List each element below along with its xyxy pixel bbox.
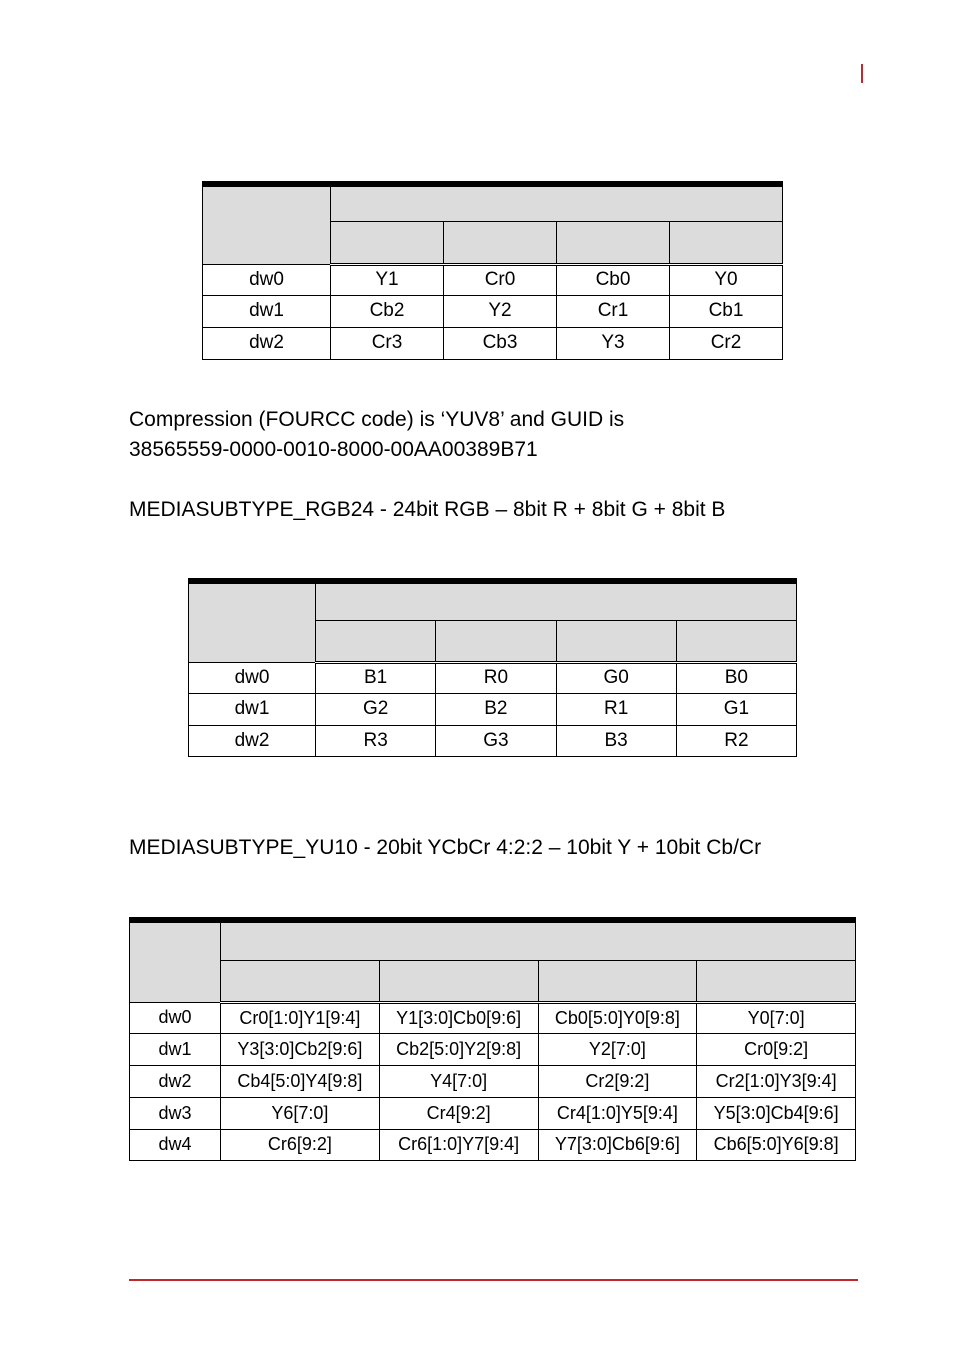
table-row (130, 1065, 856, 1097)
header-cell-byte (670, 221, 783, 264)
dword-label: dw1 (130, 1033, 221, 1065)
table-cell: Cr6[1:0]Y7[9:4] (379, 1129, 538, 1160)
table-cell: G3 (436, 725, 556, 756)
header-cell-byte (697, 960, 856, 1002)
page-header-marker (861, 64, 863, 83)
table-cell: Cr3 (331, 327, 444, 359)
table-cell: G1 (676, 693, 796, 725)
rgb24-layout-table (188, 578, 797, 757)
header-cell-byte (316, 620, 436, 662)
header-cell-byte (221, 960, 380, 1002)
table-cell: G2 (316, 693, 436, 725)
table-cell: B1 (316, 662, 436, 693)
table-cell: Y3[3:0]Cb2[9:6] (221, 1033, 380, 1065)
table-cell: Y6[7:0] (221, 1097, 380, 1129)
table-row (130, 1097, 856, 1129)
header-cell-byte (556, 620, 676, 662)
table-row (203, 295, 783, 327)
header-cell-corner (189, 581, 316, 662)
table-cell: Cr2 (670, 327, 783, 359)
table-cell: Cr6[9:2] (221, 1129, 380, 1160)
table-cell: Y0[7:0] (697, 1002, 856, 1033)
table-cell: B0 (676, 662, 796, 693)
table-row (203, 264, 783, 295)
table-cell: Cr4[9:2] (379, 1097, 538, 1129)
table-cell: Cb0 (557, 264, 670, 295)
table-cell: R0 (436, 662, 556, 693)
table-row (189, 725, 797, 756)
table-cell: Cb2 (331, 295, 444, 327)
rgb24-heading: MEDIASUBTYPE_RGB24 - 24bit RGB – 8bit R + 8bit G + 8bit B (129, 498, 726, 521)
header-cell-corner (203, 184, 331, 264)
table-cell: Cr4[1:0]Y5[9:4] (538, 1097, 697, 1129)
dword-label: dw0 (130, 1002, 221, 1033)
table-cell: Cb3 (444, 327, 557, 359)
table-cell: Cb0[5:0]Y0[9:8] (538, 1002, 697, 1033)
compression-line-1: Compression (FOURCC code) is ‘YUV8’ and GUID is (129, 408, 625, 431)
table-cell: Y5[3:0]Cb4[9:6] (697, 1097, 856, 1129)
table-cell: Y0 (670, 264, 783, 295)
table-cell: Cr0 (444, 264, 557, 295)
header-cell-byte (331, 221, 444, 264)
table-cell: G0 (556, 662, 676, 693)
table-cell: Y2 (444, 295, 557, 327)
dword-label: dw2 (130, 1065, 221, 1097)
table-cell: Cb6[5:0]Y6[9:8] (697, 1129, 856, 1160)
table-cell: Cb1 (670, 295, 783, 327)
table-cell: Cr2[1:0]Y3[9:4] (697, 1065, 856, 1097)
table-cell: Y2[7:0] (538, 1033, 697, 1065)
table-cell: Y4[7:0] (379, 1065, 538, 1097)
yu10-layout-table (129, 917, 856, 1161)
header-cell-corner (130, 920, 221, 1002)
table-cell: B3 (556, 725, 676, 756)
table-cell: Cr2[9:2] (538, 1065, 697, 1097)
dword-label: dw2 (203, 327, 331, 359)
table-row (189, 662, 797, 693)
table-cell: R1 (556, 693, 676, 725)
table-row (189, 693, 797, 725)
dword-label: dw2 (189, 725, 316, 756)
table-row (130, 1002, 856, 1033)
table-row (130, 1033, 856, 1065)
header-cell-byte (444, 221, 557, 264)
table-cell: Y1[3:0]Cb0[9:6] (379, 1002, 538, 1033)
header-cell-byte (538, 960, 697, 1002)
dword-label: dw0 (189, 662, 316, 693)
header-cell-bytes (316, 581, 797, 620)
yuv8-layout-table (202, 181, 783, 360)
header-cell-bytes (221, 920, 856, 960)
yu10-heading: MEDIASUBTYPE_YU10 - 20bit YCbCr 4:2:2 – 10bit Y + 10bit Cb/Cr (129, 836, 762, 859)
dword-label: dw4 (130, 1129, 221, 1160)
footer-rule (129, 1279, 858, 1281)
header-cell-byte (557, 221, 670, 264)
compression-description (129, 405, 624, 465)
header-cell-bytes (331, 184, 783, 221)
dword-label: dw1 (189, 693, 316, 725)
dword-label: dw3 (130, 1097, 221, 1129)
table-cell: Cr0[1:0]Y1[9:4] (221, 1002, 380, 1033)
table-cell: Y7[3:0]Cb6[9:6] (538, 1129, 697, 1160)
table-row (130, 1129, 856, 1160)
table-cell: Cb2[5:0]Y2[9:8] (379, 1033, 538, 1065)
table-cell: R2 (676, 725, 796, 756)
header-cell-byte (379, 960, 538, 1002)
table-cell: R3 (316, 725, 436, 756)
dword-label: dw1 (203, 295, 331, 327)
header-cell-byte (676, 620, 796, 662)
table-cell: Cb4[5:0]Y4[9:8] (221, 1065, 380, 1097)
table-row (203, 327, 783, 359)
table-cell: B2 (436, 693, 556, 725)
table-cell: Cr1 (557, 295, 670, 327)
table-cell: Cr0[9:2] (697, 1033, 856, 1065)
table-cell: Y1 (331, 264, 444, 295)
table-cell: Y3 (557, 327, 670, 359)
compression-guid: 38565559-0000-0010-8000-00AA00389B71 (129, 438, 538, 461)
dword-label: dw0 (203, 264, 331, 295)
header-cell-byte (436, 620, 556, 662)
